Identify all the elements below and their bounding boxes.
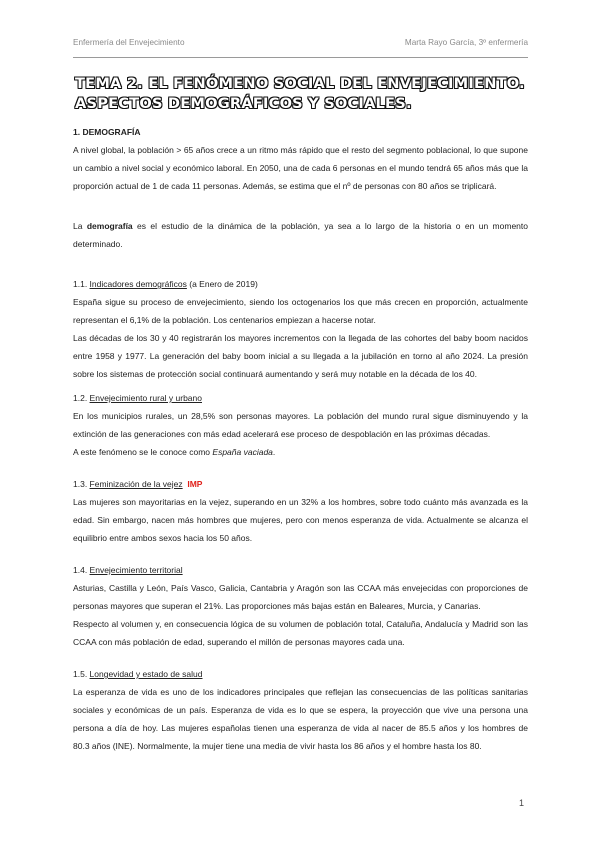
header-divider [73, 57, 528, 58]
paragraph: Las décadas de los 30 y 40 registrarán los mayores incrementos con la llegada de las cohortes del baby boom nacidos entre 1958 y 1977. La generación del baby boom inicial a su llegada a la jubilación en torno al año 2024. La presión sobre los sistemas de protección social continuará aumentando y será muy notable en la década de los 40. [73, 333, 528, 379]
paragraph: A nivel global, la población > 65 años crece a un ritmo más rápido que el resto del segmento poblacional, lo que supone un cambio a nivel social y económico laboral. En 2050, una de cada 6 personas en el mundo tendrá 65 años más que la proporción actual de 1 de cada 11 personas. Además, se estima que el nº de personas con 80 años se triplicará. [73, 145, 528, 191]
title-line-2: ASPECTOS DEMOGRÁFICOS Y SOCIALES. [75, 95, 412, 112]
subsection-heading-1-3: 1.3. Feminización de la vejez IMP [73, 479, 203, 489]
paragraph: Respecto al volumen y, en consecuencia lógica de su volumen de población total, Cataluña, Andalucía y Madrid son las CCAA con más población de edad, superando el millón de personas mayores cada una. [73, 619, 528, 647]
paragraph-definition: La demografía es el estudio de la dinámica de la población, ya sea a lo largo de la historia o en un momento determinado. [73, 221, 528, 249]
paragraph: España sigue su proceso de envejecimiento, siendo los octogenarios los que más crecen en proporción, actualmente representan el 6,1% de la población. Los centenarios empiezan a hacerse notar. [73, 297, 528, 325]
header-course-title: Enfermería del Envejecimiento [73, 38, 185, 47]
page-number: 1 [519, 798, 525, 808]
subsection-heading-1-2: 1.2. Envejecimiento rural y urbano [73, 393, 202, 403]
paragraph: La esperanza de vida es uno de los indicadores principales que reflejan las consecuencias de las políticas sanitarias sociales y económicas de un país. Esperanza de vida es lo que se espera, la proyección que vive una persona una persona a día de hoy. Las mujeres españolas tienen una esperanza de vida al nacer de 85.5 años y los hombres de 80.3 años (INE). Normalmente, la mujer tiene una media de vivir hasta los 86 años y el hombre hasta los 80. [73, 687, 528, 751]
paragraph: A este fenómeno se le conoce como España vaciada. [73, 447, 276, 457]
document-body [73, 123, 528, 755]
title-line-1: TEMA 2. EL FENÓMENO SOCIAL DEL ENVEJECIMIENTO. [75, 75, 525, 92]
subsection-heading-1-1: 1.1. Indicadores demográficos (a Enero de 2019) [73, 279, 258, 289]
header-author: Marta Rayo García, 3º enfermería [404, 38, 528, 47]
paragraph: Las mujeres son mayoritarias en la vejez, superando en un 32% a los hombres, sobre todo cuánto más avanzada es la edad. Sin embargo, nacen más hombres que mujeres, pero con menos esperanza de vida. Actualmente se alcanza el equilibrio entre ambos sexos hacia los 50 años. [73, 497, 528, 543]
subsection-heading-1-4: 1.4. Envejecimiento territorial [73, 565, 183, 575]
paragraph: Asturias, Castilla y León, País Vasco, Galicia, Cantabria y Aragón son las CCAA más envejecidas con proporciones de personas mayores que superan el 21%. Las proporciones más bajas están en Baleares, Murcia, y Canarias. [73, 583, 528, 611]
bold-term: demografía [86, 221, 133, 231]
paragraph: En los municipios rurales, un 28,5% son personas mayores. La población del mundo rural sigue disminuyendo y la extinción de las generaciones con más edad acelerará ese proceso de despoblación en las próximas décadas. [73, 411, 528, 439]
section-heading-demografia: 1. DEMOGRAFÍA [73, 127, 141, 137]
document-title [75, 74, 530, 114]
important-tag: IMP [187, 479, 203, 489]
subsection-heading-1-5: 1.5. Longevidad y estado de salud [73, 669, 203, 679]
